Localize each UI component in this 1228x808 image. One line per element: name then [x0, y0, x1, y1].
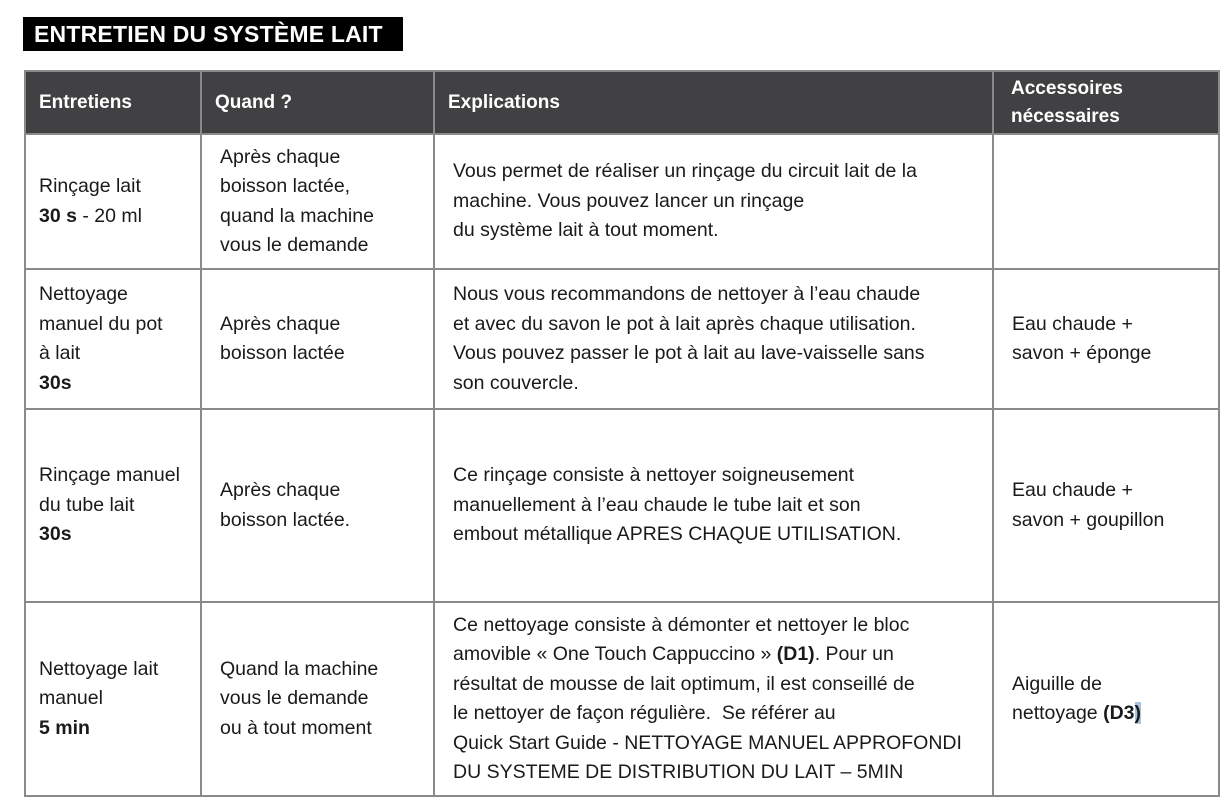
explication-line: et avec du savon le pot à lait après chaque utilisation.: [453, 312, 916, 335]
explication-line: embout métallique APRES CHAQUE UTILISATION.: [453, 523, 902, 546]
table-row: [25, 134, 1219, 269]
header-explications: Explications: [434, 71, 993, 134]
explication-line: Vous pouvez passer le pot à lait au lave-vaisselle sans: [453, 342, 925, 364]
explication-line: résultat de mousse de lait optimum, il est conseillé de: [453, 672, 915, 695]
cell-explications: [434, 269, 993, 409]
cell-entretien: [25, 269, 201, 409]
explication-text: . Pour un: [814, 643, 894, 665]
accessoire-line: [1012, 699, 1210, 729]
figure-ref-d1: (D1): [776, 643, 815, 665]
entretien-name: Rinçage manuel: [39, 464, 180, 487]
explication-line: [453, 640, 986, 670]
entretien-name: à lait: [39, 342, 81, 364]
explication-line: machine. Vous pouvez lancer un rinçage: [453, 189, 805, 212]
figure-ref-d3: [1103, 702, 1141, 724]
cell-accessoires: [993, 134, 1219, 269]
entretien-name: Nettoyage: [39, 283, 128, 305]
table-header-row: [25, 71, 1219, 134]
accessoire-text: nettoyage: [1012, 702, 1104, 724]
duration-bold: 30 s: [39, 204, 77, 227]
table-row: [25, 269, 1219, 409]
quand-line: boisson lactée,: [220, 175, 351, 197]
duration-rest: - 20 ml: [76, 204, 142, 227]
quand-line: vous le demande: [220, 687, 369, 710]
header-accessoires: [993, 71, 1219, 134]
cell-accessoires: [993, 409, 1219, 602]
cell-quand: [201, 269, 434, 409]
cell-explications: [434, 134, 993, 269]
header-accessoires-line: Accessoires: [1011, 77, 1123, 99]
cell-entretien: [25, 134, 201, 269]
entretien-name: Rinçage lait: [39, 175, 141, 197]
table-row: [25, 409, 1219, 602]
header-entretiens: Entretiens: [25, 71, 201, 134]
text-selection[interactable]: ): [1134, 702, 1141, 724]
header-accessoires-line: nécessaires: [1011, 105, 1120, 127]
accessoire-line: Eau chaude +: [1012, 312, 1133, 335]
quand-line: Après chaque: [220, 312, 341, 335]
explication-line: du système lait à tout moment.: [453, 219, 719, 242]
entretien-duration: [39, 520, 192, 550]
duration-bold: 30s: [39, 523, 72, 546]
header-quand: Quand ?: [201, 71, 434, 134]
cell-accessoires: [993, 269, 1219, 409]
entretien-name: du tube lait: [39, 493, 135, 516]
explication-line: Quick Start Guide - NETTOYAGE MANUEL APPROFONDI: [453, 731, 962, 754]
explication-line: Ce rinçage consiste à nettoyer soigneusement: [453, 464, 855, 487]
entretien-name: manuel: [39, 687, 103, 710]
accessoire-line: Aiguille de: [1012, 672, 1102, 695]
duration-bold: 30s: [39, 371, 72, 394]
quand-line: Après chaque: [220, 145, 341, 168]
entretien-duration: [39, 202, 192, 232]
cell-explications: [434, 409, 993, 602]
entretien-name: manuel du pot: [39, 312, 163, 335]
explication-line: Vous permet de réaliser un rinçage du circuit lait de la: [453, 160, 917, 183]
cell-entretien: [25, 602, 201, 796]
maintenance-table: [24, 70, 1220, 797]
explication-line: DU SYSTEME DE DISTRIBUTION DU LAIT – 5MIN: [453, 761, 904, 783]
duration-bold: 5 min: [39, 716, 90, 739]
figure-ref-d3-text: (D3: [1103, 702, 1135, 724]
cell-quand: [201, 134, 434, 269]
entretien-name: Nettoyage lait: [39, 657, 159, 680]
table-row: [25, 602, 1219, 796]
quand-line: Après chaque: [220, 479, 341, 501]
quand-line: ou à tout moment: [220, 716, 372, 739]
accessoire-line: savon + goupillon: [1012, 508, 1165, 531]
explication-line: manuellement à l’eau chaude le tube lait et son: [453, 493, 861, 516]
quand-line: Quand la machine: [220, 657, 379, 680]
cell-quand: [201, 409, 434, 602]
cell-quand: [201, 602, 434, 796]
cell-accessoires: [993, 602, 1219, 796]
quand-line: boisson lactée.: [220, 508, 351, 531]
section-title: ENTRETIEN DU SYSTÈME LAIT: [23, 17, 403, 51]
explication-line: le nettoyer de façon régulière. Se référer au: [453, 702, 836, 724]
explication-text: amovible « One Touch Cappuccino »: [453, 643, 777, 665]
explication-line: Nous vous recommandons de nettoyer à l’eau chaude: [453, 283, 921, 305]
accessoire-line: savon + éponge: [1012, 342, 1152, 364]
quand-line: vous le demande: [220, 234, 369, 256]
entretien-duration: [39, 714, 192, 744]
cell-entretien: [25, 409, 201, 602]
quand-line: boisson lactée: [220, 342, 345, 364]
quand-line: quand la machine: [220, 204, 374, 227]
accessoire-line: Eau chaude +: [1012, 479, 1133, 501]
cell-explications: [434, 602, 993, 796]
entretien-duration: [39, 369, 192, 399]
explication-line: Ce nettoyage consiste à démonter et nettoyer le bloc: [453, 613, 910, 636]
explication-line: son couvercle.: [453, 371, 579, 394]
